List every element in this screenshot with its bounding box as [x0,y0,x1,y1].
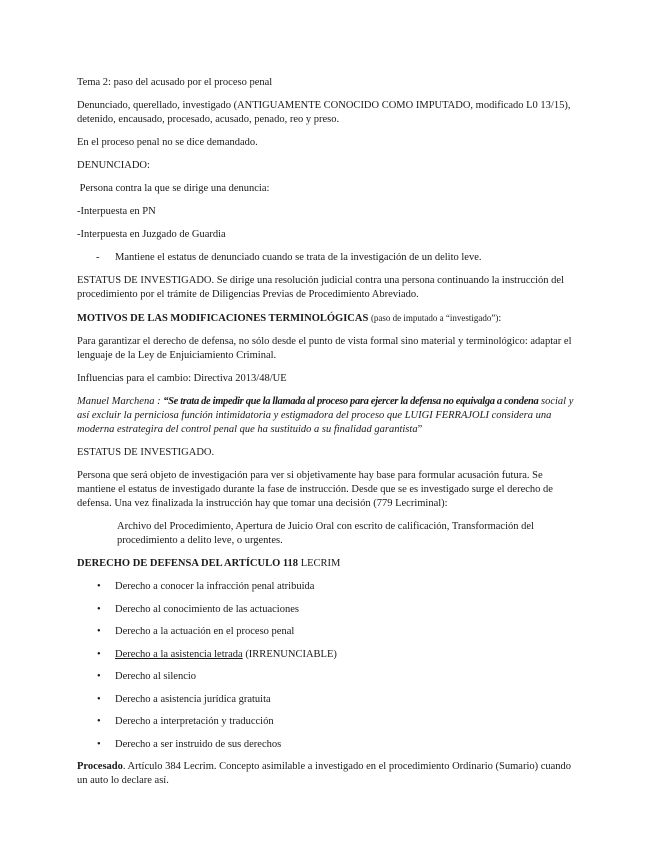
quote-author: Manuel Marchena : [77,396,164,407]
list-item-text: Derecho a ser instruido de sus derechos [115,738,282,750]
quote-close: ” [417,424,423,435]
list-item [77,738,577,752]
paragraph-denunciado-list: Denunciado, querellado, investigado (ANTIGUAMENTE CONOCIDO COMO IMPUTADO, modificado L0 13/15), detenido, encausado, procesado, acusado, penado, reo y preso. [77,100,571,125]
paragraph-influencias: Influencias para el cambio: Directiva 2013/48/UE [77,373,287,384]
list-item [77,648,577,662]
rights-list [77,580,577,752]
paragraph-juzgado: -Interpuesta en Juzgado de Guardia [77,229,226,240]
list-item [77,715,577,729]
paragraph-no-demandado: En el proceso penal no se dice demandado. [77,137,258,148]
heading-motivos [77,311,577,326]
bullet-icon: • [97,626,101,637]
quote-rest-text: social y así excluir la perniciosa función intimidatoria y estigmadora del proceso que LUIGI FERRAJOLI considera una moderna estrategira del control penal que ha sustituido a su finalidad garantista [77,396,574,435]
list-item-text: Derecho a conocer la infracción penal atribuida [115,581,315,592]
heading-derecho-rest: LECRIM [298,558,341,569]
bullet-icon: • [97,603,101,615]
list-item [77,625,577,639]
bullet-icon: • [97,671,101,682]
paragraph-garantizar: Para garantizar el derecho de defensa, no sólo desde el punto de vista formal sino material y terminológico: adaptar el lenguaje de la Ley de Enjuiciamiento Criminal. [77,336,572,361]
bullet-icon: • [97,648,101,660]
heading-motivos-sub: (paso de imputado a “investigado”) [370,313,499,323]
heading-derecho-defensa [77,557,577,571]
irrenunciable-note: (IRRENUNCIABLE) [242,648,337,660]
heading-motivos-colon: : [498,313,502,324]
dash-marker: - [96,252,100,263]
bullet-icon: • [97,738,101,750]
list-item [77,670,577,684]
heading-denunciado: DENUNCIADO: [77,160,150,171]
list-item [77,603,577,617]
procesado-bold: Procesado [77,761,123,772]
list-item-text: Derecho a interpretación y traducción [115,716,274,727]
paragraph-pn: -Interpuesta en PN [77,206,156,217]
quote-marchena [77,395,577,437]
paragraph-procesado [77,760,577,788]
topic-title: Tema 2: paso del acusado por el proceso penal [77,77,273,88]
heading-derecho-bold: DERECHO DE DEFENSA DEL ARTÍCULO 118 [77,558,299,569]
quote-bold-text: “Se trata de impedir que la llamada al proceso para ejercer la defensa no equivalga a condena [163,396,539,407]
list-item-text: Derecho a asistencia jurídica gratuita [115,693,271,705]
paragraph-archivo: Archivo del Procedimiento, Apertura de Juicio Oral con escrito de calificación, Transformación del procedimiento a delito leve, o urgentes. [117,521,534,546]
heading-estatus-investigado: ESTATUS DE INVESTIGADO. [77,447,215,458]
list-item-text: Derecho al silencio [115,671,197,682]
document-body [77,76,577,797]
paragraph-estatus-investigado: ESTATUS DE INVESTIGADO. Se dirige una resolución judicial contra una persona continuando la instrucción del procedimiento por el trámite de Diligencias Previas de Procedimiento Abreviado. [77,275,565,300]
bullet-icon: • [97,693,101,705]
paragraph-persona-objeto: Persona que será objeto de investigación para ver si objetivamente hay base para formular acusación futura. Se mantiene el estatus de investigado durante la fase de instrucción. Desde que se es investigado surge el derecho de defensa. Una vez finalizada la instrucción hay que tomar una decisión (779 Lecriminal): [77,470,553,509]
bullet-icon: • [97,716,101,727]
list-item [77,693,577,707]
dash-list-item [77,251,577,265]
dash-list-text: Mantiene el estatus de denunciado cuando se trata de la investigación de un delito leve. [115,252,482,263]
list-item-text: Derecho al conocimiento de las actuaciones [115,603,299,615]
list-item [77,580,577,594]
list-item-text: Derecho a la actuación en el proceso penal [115,626,295,637]
heading-motivos-bold: MOTIVOS DE LAS MODIFICACIONES TERMINOLÓGICAS [77,313,369,324]
bullet-icon: • [97,581,101,592]
list-item-text-underlined: Derecho a la asistencia letrada [115,648,243,660]
paragraph-persona: Persona contra la que se dirige una denuncia: [77,183,270,194]
procesado-rest: . Artículo 384 Lecrim. Concepto asimilable a investigado en el procedimiento Ordinario (Sumario) cuando un auto lo declare así. [77,761,572,786]
